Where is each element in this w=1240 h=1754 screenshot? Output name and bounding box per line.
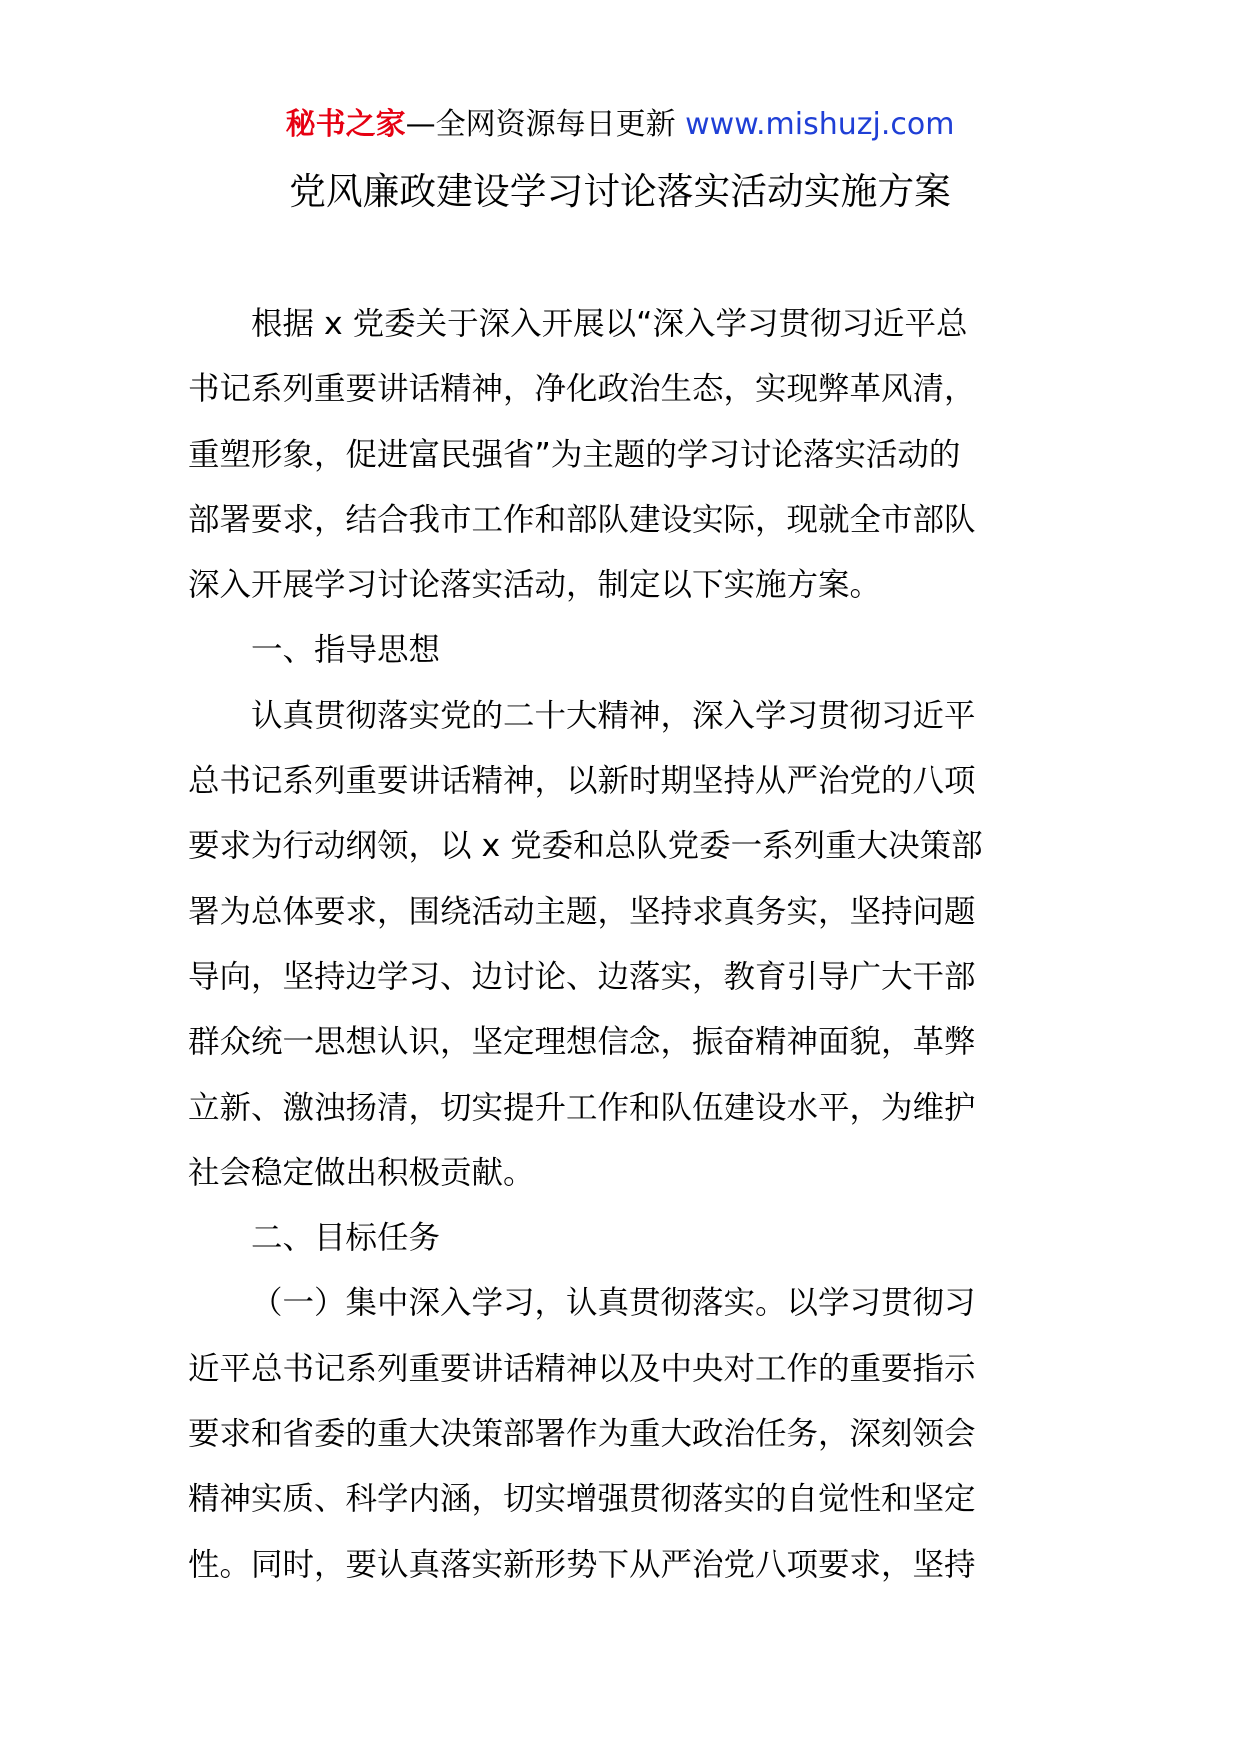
site-url-link[interactable]: www.mishuzj.com: [685, 107, 955, 142]
text-line: 要求为行动纲领，以 x 党委和总队党委一系列重大决策部: [188, 828, 983, 865]
text-line: 总书记系列重要讲话精神，以新时期坚持从严治党的八项: [188, 763, 976, 800]
paragraph-goals-tasks: [188, 1271, 1054, 1597]
document-title: 党风廉政建设学习讨论落实活动实施方案: [289, 170, 951, 213]
section-heading: 二、目标任务: [251, 1220, 441, 1257]
text-line: 社会稳定做出积极贡献。: [188, 1154, 535, 1191]
site-header: [0, 100, 1240, 150]
site-brand: 秘书之家: [285, 107, 406, 142]
text-line: 书记系列重要讲话精神，净化政治生态，实现弊革风清，: [188, 371, 976, 408]
section-heading-guiding-ideology: [188, 618, 1054, 683]
text-line: 群众统一思想认识，坚定理想信念，振奋精神面貌，革弊: [188, 1024, 976, 1061]
paragraph-guiding-ideology: [188, 684, 1054, 1206]
text-line: 近平总书记系列重要讲话精神以及中央对工作的重要指示: [188, 1350, 976, 1387]
paragraph-intro: [188, 292, 1054, 618]
text-line: （一）集中深入学习，认真贯彻落实。以学习贯彻习: [251, 1285, 976, 1322]
document-body: [188, 292, 1054, 1598]
text-line: 导向，坚持边学习、边讨论、边落实，教育引导广大干部: [188, 958, 976, 995]
section-heading: 一、指导思想: [251, 632, 441, 669]
text-line: 精神实质、科学内涵，切实增强贯彻落实的自觉性和坚定: [188, 1481, 976, 1518]
text-line: 要求和省委的重大决策部署作为重大政治任务，深刻领会: [188, 1416, 976, 1453]
text-line: 署为总体要求，围绕活动主题，坚持求真务实，坚持问题: [188, 893, 976, 930]
site-tagline: —全网资源每日更新: [405, 107, 686, 142]
section-heading-goals-tasks: [188, 1206, 1054, 1271]
text-line: 性。同时，要认真落实新形势下从严治党八项要求，坚持: [188, 1546, 976, 1583]
text-line: 认真贯彻落实党的二十大精神，深入学习贯彻习近平: [251, 697, 976, 734]
text-line: 根据 x 党委关于深入开展以“深入学习贯彻习近平总: [251, 306, 968, 342]
text-line: 部署要求，结合我市工作和部队建设实际，现就全市部队: [188, 501, 976, 538]
text-line: 深入开展学习讨论落实活动，制定以下实施方案。: [188, 567, 882, 604]
text-line: 立新、激浊扬清，切实提升工作和队伍建设水平，为维护: [188, 1089, 976, 1126]
text-line: 重塑形象，促进富民强省”为主题的学习讨论落实活动的: [188, 436, 961, 473]
